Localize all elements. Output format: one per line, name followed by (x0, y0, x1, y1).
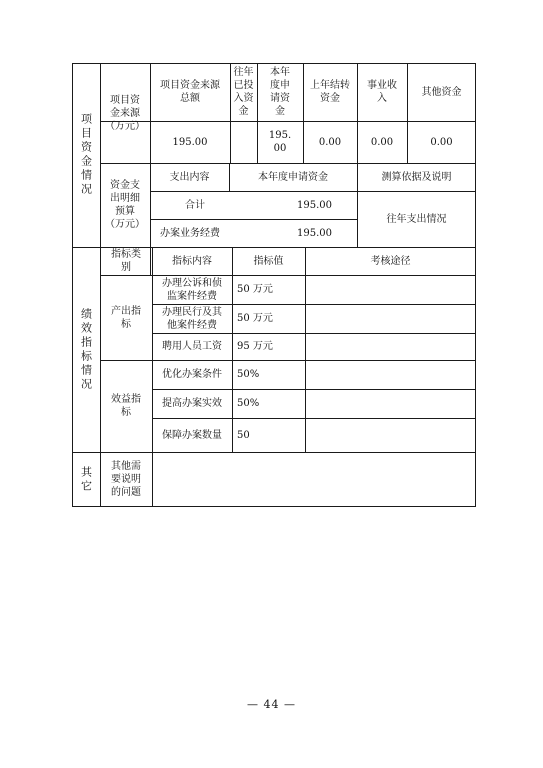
section-label-performance: 绩效指标情况 (79, 307, 93, 392)
page-number: — 44 — (247, 698, 296, 711)
funding-header-other-funds: 其他资金 (421, 86, 462, 98)
indicator-value: 50 万元 (237, 284, 273, 295)
indicator-value: 50 (237, 429, 250, 441)
indicator-category-benefit: 效益指 标 (111, 394, 141, 418)
budget-row-amount: 195.00 (297, 199, 332, 211)
other-value (152, 452, 476, 507)
budget-row-content: 办案业务经费 (160, 227, 220, 239)
indicator-content: 提高办案实效 (162, 398, 222, 409)
funding-header-prior-years: 往年 已投 入资 金 (233, 67, 254, 117)
indicator-header-content: 指标内容 (172, 255, 212, 267)
indicator-value: 50 万元 (237, 313, 273, 324)
indicator-method (305, 304, 476, 333)
project-budget-table (72, 63, 476, 507)
funding-value-prior-years (230, 121, 257, 163)
indicator-method (305, 389, 476, 418)
indicator-method (305, 418, 476, 452)
budget-header-content: 支出内容 (169, 171, 210, 183)
indicator-header-method: 考核途径 (370, 255, 411, 267)
funding-source-label: 项目资 金来源 （万元） (105, 94, 145, 132)
section-label-funding: 项目资金情况 (79, 113, 93, 197)
funding-value-total: 195.00 (172, 136, 208, 148)
indicator-header-category: 指标类 别 (111, 249, 141, 273)
funding-header-current-year: 本年 度申 请资 金 (270, 67, 290, 117)
indicator-method (305, 360, 476, 389)
indicator-category-output: 产出指 标 (111, 305, 141, 330)
budget-row-amount: 195.00 (297, 227, 332, 239)
funding-header-total: 项目资金来源 总额 (160, 80, 220, 104)
funding-header-business-income: 事业收 入 (367, 80, 397, 104)
indicator-method (305, 333, 476, 360)
funding-value-current-year: 195. 00 (268, 130, 292, 154)
funding-value-business-income: 0.00 (370, 136, 394, 148)
section-label-other: 其它 (79, 465, 93, 494)
budget-header-note: 测算依据及说明 (381, 171, 452, 183)
indicator-content: 办理公诉和侦 监案件经费 (162, 277, 222, 302)
funding-value-other-funds: 0.00 (430, 136, 453, 148)
indicator-content: 聘用人员工资 (162, 341, 222, 352)
indicator-header-value: 指标值 (253, 255, 284, 267)
budget-row-note: 往年支出情况 (386, 213, 447, 225)
indicator-content: 优化办案条件 (162, 369, 222, 380)
budget-detail-label: 资金支 出明细 预算 （万元） (105, 180, 145, 230)
indicator-content: 办理民行及其 他案件经费 (162, 306, 222, 331)
indicator-method (305, 275, 476, 304)
funding-header-carryover: 上年结转 资金 (310, 80, 350, 104)
budget-header-amount: 本年度申请资金 (258, 171, 328, 183)
indicator-value: 50% (237, 369, 260, 380)
budget-row-content: 合计 (185, 199, 205, 211)
other-label: 其他需 要说明 的问题 (111, 461, 141, 498)
indicator-content: 保障办案数量 (162, 429, 222, 441)
indicator-value: 50% (237, 398, 260, 409)
indicator-value: 95 万元 (237, 341, 273, 352)
funding-value-carryover: 0.00 (318, 136, 342, 148)
